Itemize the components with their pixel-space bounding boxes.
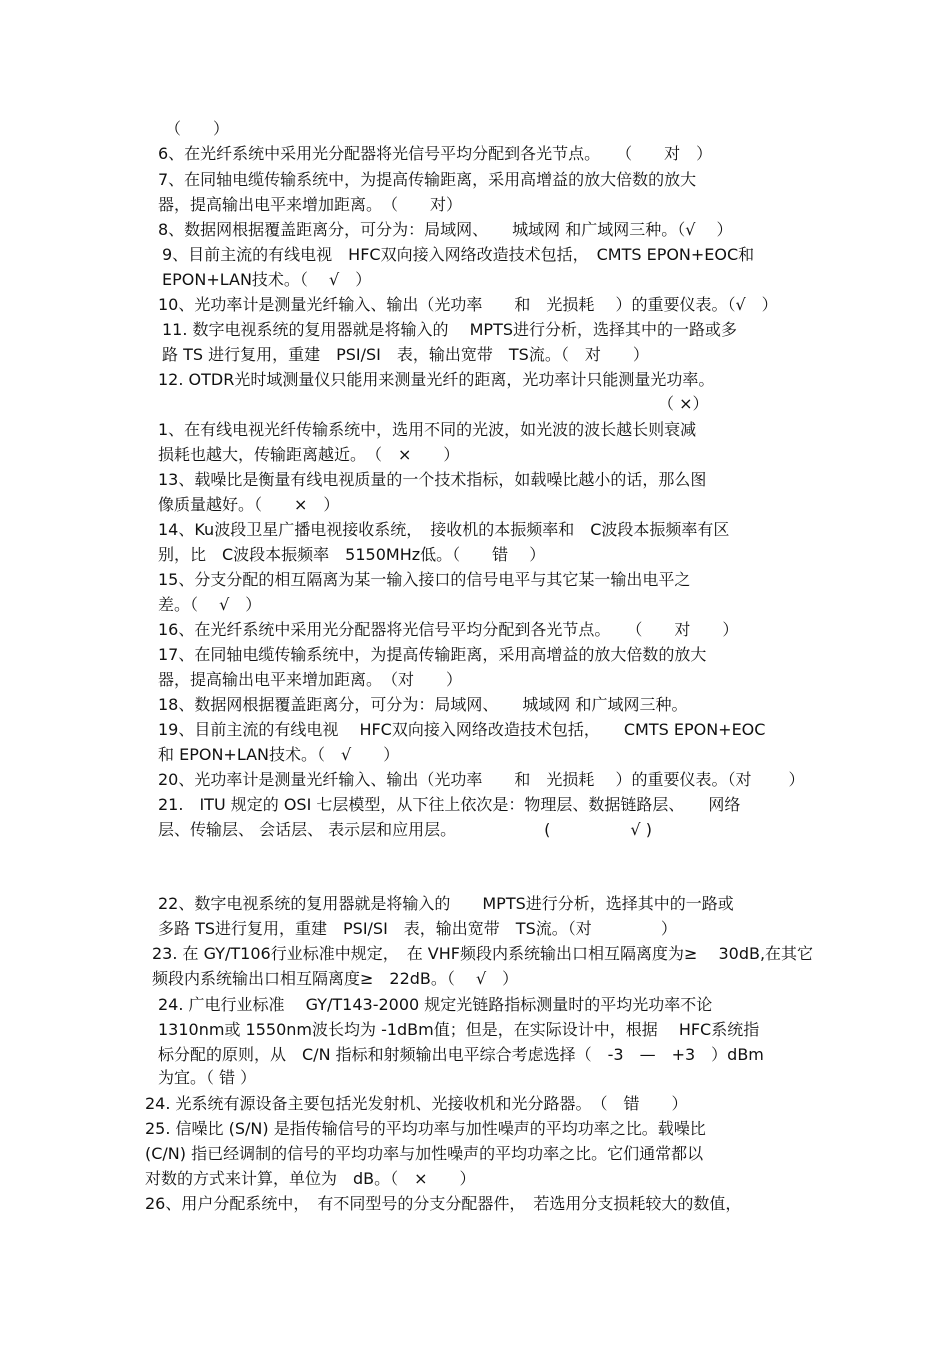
text-line: 9、目前主流的有线电视 HFC双向接入网络改造技术包括， CMTS EPON+EOC和 — [162, 245, 755, 264]
text-line: 20、光功率计是测量光纤输入、输出（光功率 和 光损耗 ）的重要仪表。（对 ） — [158, 770, 805, 789]
text-line: 22、数字电视系统的复用器就是将输入的 MPTS进行分析，选择其中的一路或 — [158, 894, 734, 913]
text-line: 标分配的原则，从 C/N 指标和射频输出电平综合考虑选择（ -3 — +3 ）dBm — [158, 1045, 764, 1064]
text-line: 12. OTDR光时域测量仪只能用来测量光纤的距离，光功率计只能测量光功率。 — [158, 370, 715, 389]
text-line: （ ×） — [658, 394, 709, 413]
text-line: 1、在有线电视光纤传输系统中，选用不同的光波，如光波的波长越长则衰减 — [158, 420, 697, 439]
text-line: 为宜。（ 错 ） — [158, 1068, 257, 1087]
text-line: 差。（ √ ） — [158, 595, 262, 614]
text-line: 多路 TS进行复用，重建 PSI/SI 表，输出宽带 TS流。（对 ） — [158, 919, 677, 938]
text-line: 23. 在 GY/T106行业标准中规定， 在 VHF频段内系统输出口相互隔离度为≥ 30dB,在其它 — [152, 944, 814, 963]
text-line: 15、分支分配的相互隔离为某一输入接口的信号电平与其它某一输出电平之 — [158, 570, 691, 589]
text-line: 16、在光纤系统中采用光分配器将光信号平均分配到各光节点。 （ 对 ） — [158, 620, 739, 639]
text-line: 13、载噪比是衡量有线电视质量的一个技术指标，如载噪比越小的话，那么图 — [158, 470, 707, 489]
text-line: 6、在光纤系统中采用光分配器将光信号平均分配到各光节点。 （ 对 ） — [158, 144, 713, 163]
text-line: 对数的方式来计算，单位为 dB。（ × ） — [145, 1169, 476, 1188]
text-line: 14、Ku波段卫星广播电视接收系统， 接收机的本振频率和 C波段本振频率有区 — [158, 520, 730, 539]
text-line: 25. 信噪比 (S/N) 是指传输信号的平均功率与加性噪声的平均功率之比。载噪比 — [145, 1119, 706, 1138]
text-line: 器，提高输出电平来增加距离。 （对 ） — [158, 670, 463, 689]
text-line: 24. 广电行业标准 GY/T143-2000 规定光链路指标测量时的平均光功率不论 — [158, 995, 713, 1014]
text-line: (C/N) 指已经调制的信号的平均功率与加性噪声的平均功率之比。它们通常都以 — [145, 1144, 704, 1163]
text-line: 8、数据网根据覆盖距离分，可分为：局域网、 城域网 和广域网三种。（√ ） — [158, 220, 733, 239]
text-line: 层、传输层、 会话层、 表示层和应用层。 ( √ ) — [158, 820, 652, 839]
text-line: 损耗也越大，传输距离越近。 （ × ） — [158, 445, 460, 464]
text-line: 1310nm或 1550nm波长均为 -1dBm值；但是，在实际设计中，根据 HFC系统指 — [158, 1020, 760, 1039]
text-line: 18、数据网根据覆盖距离分，可分为：局域网、 城域网 和广域网三种。 — [158, 695, 688, 714]
text-line: 19、目前主流的有线电视 HFC双向接入网络改造技术包括， CMTS EPON+EOC — [158, 720, 766, 739]
text-line: 24. 光系统有源设备主要包括光发射机、光接收机和光分路器。 （ 错 ） — [145, 1094, 688, 1113]
text-line: 17、在同轴电缆传输系统中，为提高传输距离，采用高增益的放大倍数的放大 — [158, 645, 707, 664]
text-line: 26、用户分配系统中， 有不同型号的分支分配器件， 若选用分支损耗较大的数值， — [145, 1194, 742, 1213]
text-line: 10、光功率计是测量光纤输入、输出（光功率 和 光损耗 ）的重要仪表。（√ ） — [158, 295, 778, 314]
text-line: 21. ITU 规定的 OSI 七层模型，从下往上依次是：物理层、数据链路层、 网络 — [158, 795, 741, 814]
text-line: 11. 数字电视系统的复用器就是将输入的 MPTS进行分析，选择其中的一路或多 — [162, 320, 738, 339]
text-line: EPON+LAN技术。（ √ ） — [162, 270, 372, 289]
text-line: 像质量越好。（ × ） — [158, 495, 340, 514]
text-line: 别，比 C波段本振频率 5150MHz低。（ 错 ） — [158, 545, 546, 564]
text-line: 和 EPON+LAN技术。（ √ ） — [158, 745, 400, 764]
text-line: 路 TS 进行复用，重建 PSI/SI 表，输出宽带 TS流。（ 对 ） — [162, 345, 649, 364]
text-line: 频段内系统输出口相互隔离度≥ 22dB。（ √ ） — [152, 969, 519, 988]
text-line: 器，提高输出电平来增加距离。 （ 对） — [158, 195, 463, 214]
text-line: 7、在同轴电缆传输系统中，为提高传输距离，采用高增益的放大倍数的放大 — [158, 170, 697, 189]
text-line: （ ） — [165, 119, 230, 138]
